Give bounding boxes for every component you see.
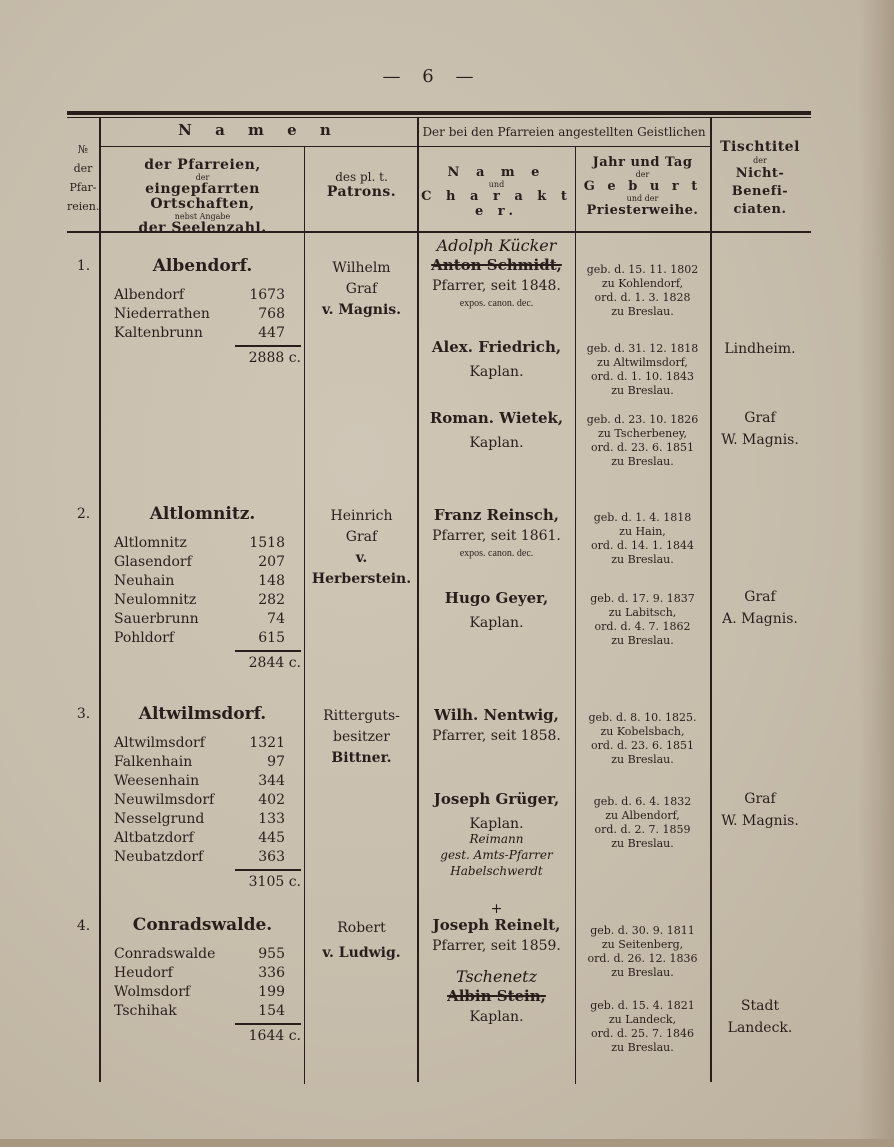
handwritten-line: Habelschwerdt bbox=[450, 864, 543, 878]
parish-total: 1644 c. bbox=[248, 1028, 301, 1044]
cleric-name: Anton Schmidt, bbox=[431, 256, 562, 274]
dates-cell bbox=[575, 999, 710, 1055]
cleric-role: Kaplan. bbox=[469, 1009, 524, 1025]
place-row bbox=[100, 629, 305, 648]
table-title-cell bbox=[710, 995, 810, 1039]
date-line: zu Breslau. bbox=[611, 753, 674, 766]
parish-block-altwilmsdorf bbox=[100, 704, 305, 890]
cleric-entry bbox=[418, 408, 575, 454]
header-col-name bbox=[418, 165, 575, 219]
header-parishes-line: eingepfarrten Ortschaften, bbox=[145, 181, 260, 212]
place-row bbox=[100, 829, 305, 848]
header-col-parishes bbox=[100, 158, 305, 236]
patron-line: Bittner. bbox=[331, 750, 392, 766]
place-name: Falkenhain bbox=[114, 754, 193, 770]
date-line: zu Hain, bbox=[619, 525, 666, 538]
place-population: 97 bbox=[267, 754, 285, 770]
header-title-line: der bbox=[753, 156, 767, 165]
total-rule bbox=[235, 1023, 301, 1025]
title-line: A. Magnis. bbox=[722, 611, 798, 627]
date-line: geb. d. 15. 11. 1802 bbox=[586, 263, 699, 276]
place-name: Neuwilmsdorf bbox=[114, 792, 215, 808]
date-line: zu Breslau. bbox=[611, 837, 674, 850]
patron-line: Robert bbox=[337, 920, 386, 936]
handwritten-annotation: Tschenetz bbox=[455, 967, 538, 986]
place-population: 133 bbox=[258, 811, 285, 827]
title-line: Graf bbox=[744, 791, 776, 807]
header-patron-line: Patrons. bbox=[326, 184, 397, 200]
place-name: Albendorf bbox=[114, 287, 185, 303]
place-row bbox=[100, 983, 305, 1002]
page-bottom-edge bbox=[0, 1139, 894, 1147]
date-line: ord. d. 4. 7. 1862 bbox=[594, 620, 691, 633]
patron-line: Graf bbox=[345, 281, 378, 297]
cleric-entry bbox=[418, 505, 575, 561]
place-row bbox=[100, 753, 305, 772]
date-line: zu Breslau. bbox=[611, 455, 674, 468]
place-name: Neulomnitz bbox=[114, 592, 197, 608]
date-line: geb. d. 1. 4. 1818 bbox=[593, 511, 692, 524]
date-line: ord. d. 2. 7. 1859 bbox=[594, 823, 691, 836]
parish-block-altlomnitz bbox=[100, 504, 305, 671]
cleric-entry bbox=[418, 337, 575, 383]
place-name: Wolmsdorf bbox=[114, 984, 191, 1000]
header-dates-line: und der bbox=[626, 194, 659, 203]
clergy-subheader-rule bbox=[418, 146, 710, 147]
header-no-line: № bbox=[77, 143, 89, 156]
dates-cell bbox=[575, 924, 710, 980]
header-dates-line: Priesterweihe. bbox=[586, 203, 699, 218]
header-parishes-line: der bbox=[195, 173, 210, 182]
header-parishes-line: der Pfarreien, bbox=[144, 157, 261, 173]
title-line: W. Magnis. bbox=[721, 432, 799, 448]
parish-title: Altwilmsdorf. bbox=[138, 704, 267, 724]
patron-line: v. Magnis. bbox=[321, 302, 402, 318]
dates-cell bbox=[575, 795, 710, 851]
title-line: Graf bbox=[744, 410, 776, 426]
cleric-entry bbox=[418, 903, 575, 957]
cleric-role: Pfarrer, seit 1859. bbox=[432, 938, 561, 954]
place-population: 207 bbox=[258, 554, 285, 570]
dates-cell bbox=[575, 711, 710, 767]
place-row bbox=[100, 848, 305, 867]
dates-cell bbox=[575, 413, 710, 469]
place-name: Pohldorf bbox=[114, 630, 175, 646]
parish-total: 2844 c. bbox=[248, 655, 301, 671]
date-line: zu Landeck, bbox=[608, 1013, 677, 1026]
cleric-name: Alex. Friedrich, bbox=[431, 338, 562, 356]
date-line: zu Seitenberg, bbox=[601, 938, 684, 951]
handwritten-annotation: Adolph Kücker bbox=[436, 236, 557, 255]
date-line: geb. d. 8. 10. 1825. bbox=[588, 711, 697, 724]
date-line: ord. d. 23. 6. 1851 bbox=[591, 441, 694, 454]
header-col-no bbox=[67, 140, 99, 216]
parish-title: Conradswalde. bbox=[132, 915, 273, 935]
cleric-role: Kaplan. bbox=[469, 435, 524, 451]
date-line: zu Tscherbeney, bbox=[598, 427, 687, 440]
cross-mark-icon: + bbox=[490, 901, 503, 917]
parish-number: 4. bbox=[76, 918, 91, 934]
page-number: — 6 — bbox=[382, 66, 482, 87]
header-dates-line: Jahr und Tag bbox=[592, 155, 693, 170]
parish-block-conradswalde bbox=[100, 915, 305, 1044]
total-rule bbox=[235, 345, 301, 347]
date-line: zu Kobelsbach, bbox=[600, 725, 685, 738]
place-name: Heudorf bbox=[114, 965, 173, 981]
place-name: Glasendorf bbox=[114, 554, 192, 570]
patron-line: Graf bbox=[345, 529, 378, 545]
header-parishes-line: nebst Angabe bbox=[174, 212, 231, 221]
parish-number: 3. bbox=[76, 706, 91, 722]
place-row bbox=[100, 286, 305, 305]
table-title-cell: Lindheim. bbox=[724, 341, 796, 357]
header-patron-line: des pl. t. bbox=[335, 170, 388, 184]
header-names-group bbox=[100, 123, 418, 139]
place-population: 447 bbox=[258, 325, 285, 341]
date-line: zu Breslau. bbox=[611, 553, 674, 566]
parish-block-albendorf bbox=[100, 256, 305, 366]
date-line: zu Labitsch, bbox=[608, 606, 677, 619]
header-title-line: Nicht-Benefi- bbox=[731, 166, 789, 199]
place-name: Kaltenbrunn bbox=[114, 325, 203, 341]
place-population: 1673 bbox=[249, 287, 285, 303]
cleric-name: Hugo Geyer, bbox=[444, 589, 549, 607]
place-row bbox=[100, 553, 305, 572]
date-line: zu Albendorf, bbox=[605, 809, 680, 822]
patron-line: besitzer bbox=[333, 729, 390, 745]
place-row bbox=[100, 791, 305, 810]
place-row bbox=[100, 772, 305, 791]
date-line: geb. d. 23. 10. 1826 bbox=[586, 413, 699, 426]
cleric-extra: expos. canon. dec. bbox=[459, 298, 534, 309]
place-row bbox=[100, 572, 305, 591]
header-dates-line: der bbox=[635, 170, 650, 179]
patron-line: v. Ludwig. bbox=[322, 945, 401, 961]
date-line: zu Breslau. bbox=[611, 1041, 674, 1054]
date-line: geb. d. 30. 9. 1811 bbox=[590, 924, 695, 937]
date-line: zu Breslau. bbox=[611, 966, 674, 979]
cleric-role: Kaplan. bbox=[469, 364, 524, 380]
table-top-rule-thin bbox=[67, 117, 811, 118]
cleric-role: Pfarrer, seit 1861. bbox=[432, 528, 561, 544]
cleric-entry bbox=[418, 588, 575, 634]
place-name: Neubatzdorf bbox=[114, 849, 204, 865]
place-population: 1321 bbox=[249, 735, 285, 751]
header-clergy-group: Der bei den Pfarreien angestellten Geistlichen bbox=[422, 125, 706, 139]
place-population: 336 bbox=[258, 965, 285, 981]
place-population: 74 bbox=[267, 611, 285, 627]
place-name: Neuhain bbox=[114, 573, 175, 589]
place-population: 1518 bbox=[249, 535, 285, 551]
title-line: Landeck. bbox=[727, 1020, 793, 1036]
patron-cell bbox=[305, 706, 418, 769]
patron-line: Wilhelm bbox=[332, 260, 391, 276]
place-name: Weesenhain bbox=[114, 773, 200, 789]
place-population: 199 bbox=[258, 984, 285, 1000]
page-edge-shadow bbox=[858, 0, 894, 1147]
cleric-entry bbox=[418, 237, 575, 311]
dates-cell bbox=[575, 511, 710, 567]
place-name: Tschihak bbox=[114, 1003, 177, 1019]
cleric-name: Franz Reinsch, bbox=[434, 506, 559, 524]
header-name-line: C h a r a k t e r. bbox=[421, 189, 572, 219]
date-line: ord. d. 25. 7. 1846 bbox=[591, 1027, 694, 1040]
parish-title: Altlomnitz. bbox=[149, 504, 256, 524]
total-rule bbox=[235, 650, 301, 652]
place-row bbox=[100, 610, 305, 629]
header-title-line: ciaten. bbox=[733, 202, 787, 217]
title-line: Graf bbox=[744, 589, 776, 605]
place-name: Niederrathen bbox=[114, 306, 210, 322]
names-subheader-rule bbox=[100, 146, 418, 147]
handwritten-line: gest. Amts-Pfarrer bbox=[440, 848, 553, 862]
patron-line: v. Herberstein. bbox=[311, 550, 412, 587]
handwritten-line: Reimann bbox=[469, 832, 524, 846]
total-rule bbox=[235, 869, 301, 871]
place-population: 282 bbox=[258, 592, 285, 608]
table-title-cell bbox=[710, 788, 810, 832]
patron-line: Ritterguts- bbox=[323, 708, 400, 724]
place-name: Altlomnitz bbox=[114, 535, 187, 551]
cleric-role: Kaplan. bbox=[469, 615, 524, 631]
header-name-line: N a m e bbox=[447, 165, 546, 180]
cleric-role: Pfarrer, seit 1848. bbox=[432, 278, 561, 294]
place-population: 363 bbox=[258, 849, 285, 865]
date-line: ord. d. 1. 3. 1828 bbox=[594, 291, 691, 304]
place-row bbox=[100, 324, 305, 343]
cleric-role: Pfarrer, seit 1858. bbox=[432, 728, 561, 744]
parish-number: 2. bbox=[76, 506, 91, 522]
cleric-entry bbox=[418, 705, 575, 747]
place-population: 344 bbox=[258, 773, 285, 789]
place-name: Altwilmsdorf bbox=[114, 735, 205, 751]
date-line: geb. d. 17. 9. 1837 bbox=[590, 592, 695, 605]
place-row bbox=[100, 964, 305, 983]
cleric-name: Roman. Wietek, bbox=[429, 409, 564, 427]
place-population: 148 bbox=[258, 573, 285, 589]
place-population: 955 bbox=[258, 946, 285, 962]
header-col-title bbox=[710, 138, 810, 219]
date-line: ord. d. 14. 1. 1844 bbox=[591, 539, 694, 552]
patron-line: Heinrich bbox=[330, 508, 393, 524]
cleric-name: Albin Stein, bbox=[447, 987, 546, 1005]
header-dates-line: G e b u r t bbox=[583, 179, 702, 194]
place-row bbox=[100, 945, 305, 964]
title-line: W. Magnis. bbox=[721, 813, 799, 829]
date-line: zu Altwilmsdorf, bbox=[597, 356, 688, 369]
place-row bbox=[100, 1002, 305, 1021]
place-name: Conradswalde bbox=[114, 946, 216, 962]
cleric-name: Joseph Reinelt, bbox=[432, 916, 561, 934]
parish-number: 1. bbox=[76, 258, 91, 274]
date-line: ord. d. 1. 10. 1843 bbox=[591, 370, 694, 383]
date-line: zu Kohlendorf, bbox=[601, 277, 684, 290]
place-population: 445 bbox=[258, 830, 285, 846]
date-line: geb. d. 6. 4. 1832 bbox=[593, 795, 692, 808]
place-row bbox=[100, 810, 305, 829]
table-title-cell bbox=[710, 586, 810, 630]
dates-cell bbox=[575, 342, 710, 398]
date-line: geb. d. 15. 4. 1821 bbox=[590, 999, 695, 1012]
place-population: 768 bbox=[258, 306, 285, 322]
patron-cell bbox=[305, 918, 418, 964]
header-col-dates bbox=[575, 155, 710, 218]
cleric-role: Kaplan. bbox=[469, 816, 524, 832]
date-line: ord. d. 26. 12. 1836 bbox=[587, 952, 698, 965]
parish-title: Albendorf. bbox=[152, 256, 253, 276]
parish-total: 2888 c. bbox=[248, 350, 301, 366]
place-row bbox=[100, 534, 305, 553]
place-population: 402 bbox=[258, 792, 285, 808]
header-names-label: N a m e n bbox=[178, 121, 340, 139]
place-name: Nesselgrund bbox=[114, 811, 205, 827]
date-line: ord. d. 23. 6. 1851 bbox=[591, 739, 694, 752]
cleric-entry bbox=[418, 789, 575, 879]
place-row bbox=[100, 591, 305, 610]
dates-cell bbox=[575, 592, 710, 648]
cleric-name: Wilh. Nentwig, bbox=[434, 706, 559, 724]
header-col-patron bbox=[305, 170, 418, 200]
patron-cell bbox=[305, 258, 418, 321]
cleric-entry bbox=[418, 968, 575, 1028]
place-name: Altbatzdorf bbox=[114, 830, 194, 846]
header-name-line: und bbox=[488, 180, 505, 189]
header-no-line: Pfar- bbox=[69, 181, 97, 194]
header-title-line: Tischtitel bbox=[720, 139, 800, 155]
handwritten-annotation bbox=[418, 831, 575, 879]
header-parishes-line: der Seelenzahl. bbox=[138, 220, 267, 236]
header-no-line: reien. bbox=[67, 200, 100, 213]
cleric-name: Joseph Grüger, bbox=[433, 790, 560, 808]
table-top-rule bbox=[67, 111, 811, 115]
date-line: zu Breslau. bbox=[611, 634, 674, 647]
table-title-cell bbox=[710, 407, 810, 451]
place-population: 615 bbox=[258, 630, 285, 646]
date-line: geb. d. 31. 12. 1818 bbox=[586, 342, 699, 355]
place-row bbox=[100, 305, 305, 324]
date-line: zu Breslau. bbox=[611, 305, 674, 318]
title-line: Stadt bbox=[740, 998, 780, 1014]
cleric-extra: expos. canon. dec. bbox=[459, 548, 534, 559]
place-row bbox=[100, 734, 305, 753]
place-name: Sauerbrunn bbox=[114, 611, 199, 627]
date-line: zu Breslau. bbox=[611, 384, 674, 397]
dates-cell bbox=[575, 263, 710, 319]
header-no-line: der bbox=[73, 162, 93, 175]
parish-total: 3105 c. bbox=[248, 874, 301, 890]
place-population: 154 bbox=[258, 1003, 285, 1019]
patron-cell bbox=[305, 506, 418, 590]
